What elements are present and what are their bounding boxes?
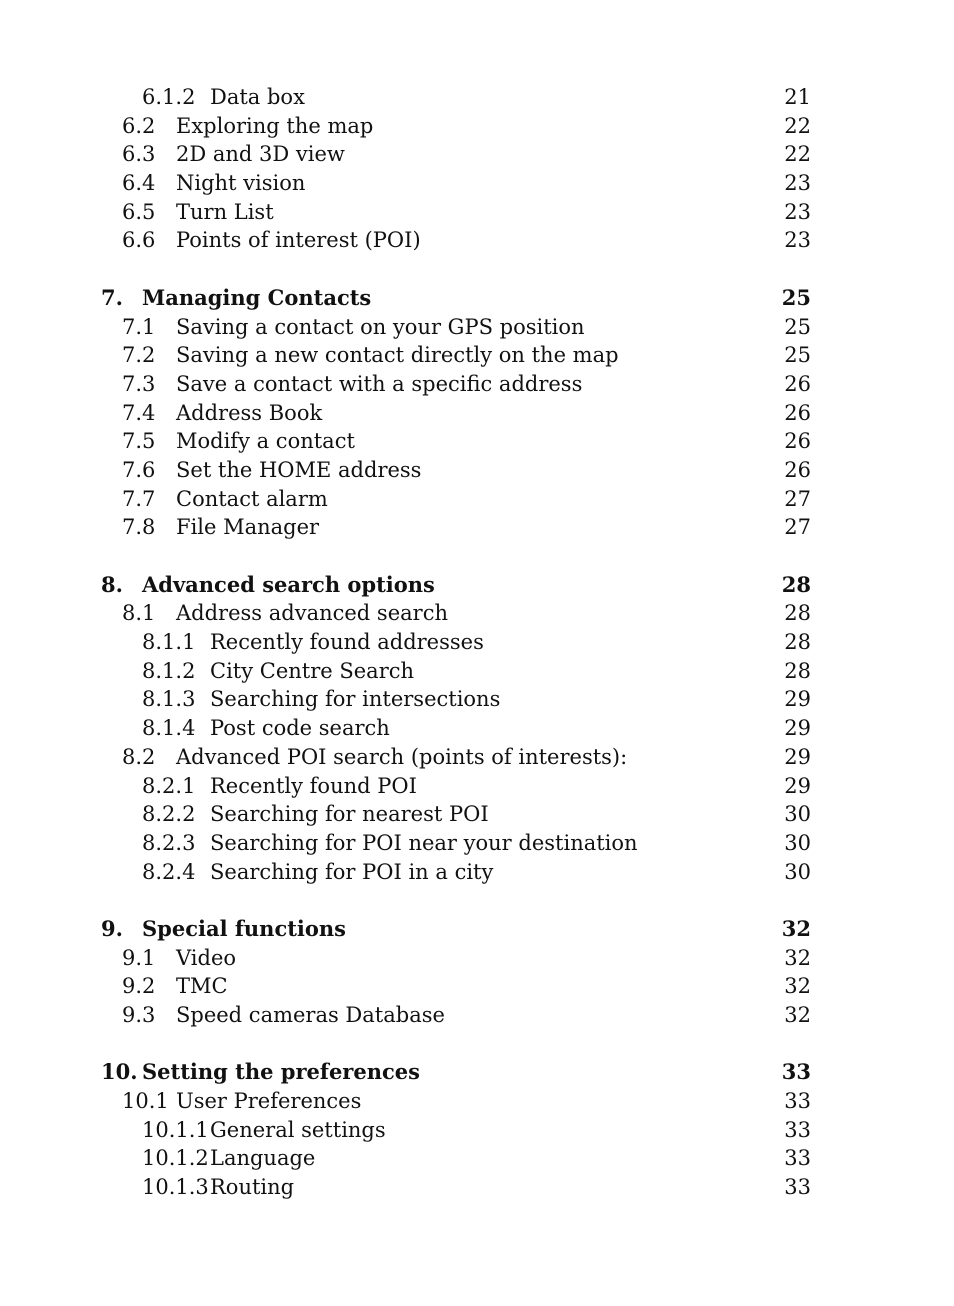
toc-entry[interactable] bbox=[0, 743, 954, 772]
toc-entry-number: 7.6 bbox=[122, 457, 156, 482]
toc-entry-number: 7. bbox=[101, 284, 123, 310]
toc-entry[interactable] bbox=[0, 944, 954, 973]
toc-entry-title: Saving a contact on your GPS position bbox=[176, 314, 585, 339]
toc-entry-title: City Centre Search bbox=[210, 658, 415, 683]
toc-entry[interactable] bbox=[0, 198, 954, 227]
toc-spacer bbox=[0, 1030, 954, 1059]
toc-entry-title: Advanced search options bbox=[142, 571, 435, 597]
toc-entry-page-number: 28 bbox=[784, 601, 811, 626]
toc-entry[interactable] bbox=[0, 685, 954, 714]
toc-entry-page-number: 22 bbox=[784, 142, 811, 167]
toc-entry-page-number: 23 bbox=[784, 171, 811, 196]
toc-entry-number: 10. bbox=[101, 1059, 138, 1085]
toc-entry-number: 9.1 bbox=[122, 945, 156, 970]
toc-entry-number: 6.5 bbox=[122, 199, 156, 224]
toc-entry[interactable] bbox=[0, 399, 954, 428]
toc-entry-number: 9.2 bbox=[122, 974, 156, 999]
toc-entry[interactable] bbox=[0, 1116, 954, 1145]
toc-entry-title: User Preferences bbox=[176, 1089, 362, 1114]
toc-entry[interactable] bbox=[0, 599, 954, 628]
toc-entry-number: 7.4 bbox=[122, 400, 156, 425]
toc-entry[interactable] bbox=[0, 456, 954, 485]
toc-entry[interactable] bbox=[0, 772, 954, 801]
toc-entry-page-number: 26 bbox=[784, 457, 811, 482]
toc-entry-page-number: 30 bbox=[784, 802, 811, 827]
toc-entry-page-number: 23 bbox=[784, 228, 811, 253]
toc-entry[interactable] bbox=[0, 370, 954, 399]
toc-entry-title: 2D and 3D view bbox=[176, 142, 345, 167]
toc-entry-number: 8.1.1 bbox=[142, 630, 196, 655]
toc-entry-page-number: 23 bbox=[784, 199, 811, 224]
toc-entry-page-number: 26 bbox=[784, 400, 811, 425]
toc-entry-page-number: 33 bbox=[781, 1059, 811, 1085]
toc-entry[interactable] bbox=[0, 714, 954, 743]
toc-entry[interactable] bbox=[0, 485, 954, 514]
toc-entry-title: Searching for POI in a city bbox=[210, 859, 494, 884]
toc-entry-number: 10.1.2 bbox=[142, 1146, 209, 1171]
toc-chapter-entry[interactable] bbox=[0, 1058, 954, 1087]
toc-entry-number: 8.2.3 bbox=[142, 830, 196, 855]
toc-entry-page-number: 29 bbox=[784, 687, 811, 712]
toc-entry-page-number: 32 bbox=[784, 1003, 811, 1027]
toc-entry-number: 8.1 bbox=[122, 601, 156, 626]
toc-entry-number: 6.3 bbox=[122, 142, 156, 167]
toc-entry-number: 8.2.2 bbox=[142, 802, 196, 827]
toc-entry[interactable] bbox=[0, 112, 954, 141]
toc-entry-page-number: 33 bbox=[784, 1175, 811, 1200]
toc-entry-title: Post code search bbox=[210, 716, 390, 741]
toc-entry-number: 6.4 bbox=[122, 171, 156, 196]
toc-entry-number: 10.1.1 bbox=[142, 1117, 209, 1142]
toc-entry[interactable] bbox=[0, 427, 954, 456]
toc-entry[interactable] bbox=[0, 169, 954, 198]
toc-entry-number: 6.6 bbox=[122, 228, 156, 253]
toc-entry-title: Searching for POI near your destination bbox=[210, 830, 638, 855]
toc-entry-page-number: 32 bbox=[781, 915, 811, 941]
toc-entry-page-number: 21 bbox=[784, 85, 811, 109]
toc-entry-page-number: 25 bbox=[784, 343, 811, 368]
toc-entry[interactable] bbox=[0, 657, 954, 686]
toc-entry-page-number: 33 bbox=[784, 1089, 811, 1114]
toc-entry-number: 9. bbox=[101, 915, 123, 941]
toc-entry-number: 8. bbox=[101, 571, 123, 597]
toc-entry-page-number: 27 bbox=[784, 515, 811, 540]
toc-entry-title: Turn List bbox=[176, 199, 274, 224]
toc-entry-page-number: 32 bbox=[784, 945, 811, 970]
toc-entry-number: 6.1.2 bbox=[142, 85, 196, 109]
toc-entry-title: Searching for intersections bbox=[210, 687, 501, 712]
toc-entry-title: Special functions bbox=[142, 915, 347, 941]
toc-entry-number: 7.2 bbox=[122, 343, 156, 368]
toc-entry-number: 8.2.4 bbox=[142, 859, 196, 884]
toc-entry-page-number: 29 bbox=[784, 744, 811, 769]
toc-spacer bbox=[0, 886, 954, 915]
toc-entry[interactable] bbox=[0, 1087, 954, 1116]
toc-entry-number: 7.8 bbox=[122, 515, 156, 540]
toc-entry[interactable] bbox=[0, 1001, 954, 1030]
toc-spacer bbox=[0, 255, 954, 284]
toc-entry-number: 8.2.1 bbox=[142, 773, 196, 798]
toc-entry-title: Points of interest (POI) bbox=[176, 228, 421, 253]
toc-entry-number: 10.1.3 bbox=[142, 1175, 209, 1200]
toc-chapter-entry[interactable] bbox=[0, 915, 954, 944]
toc-entry[interactable] bbox=[0, 226, 954, 255]
toc-entry[interactable] bbox=[0, 140, 954, 169]
toc-entry[interactable] bbox=[0, 858, 954, 887]
toc-entry-title: Data box bbox=[210, 85, 305, 109]
toc-entry-title: Save a contact with a specific address bbox=[176, 371, 583, 396]
toc-entry-number: 8.1.3 bbox=[142, 687, 196, 712]
toc-entry[interactable] bbox=[0, 1173, 954, 1202]
toc-entry-title: Night vision bbox=[176, 171, 306, 196]
toc-entry-number: 8.2 bbox=[122, 744, 156, 769]
toc-entry-title: Recently found POI bbox=[210, 773, 417, 798]
toc-entry-page-number: 28 bbox=[784, 630, 811, 655]
toc-chapter-entry[interactable] bbox=[0, 571, 954, 600]
toc-entry-page-number: 27 bbox=[784, 486, 811, 511]
toc-entry-title: Language bbox=[210, 1146, 316, 1171]
toc-entry-page-number: 28 bbox=[781, 571, 811, 597]
toc-entry-page-number: 26 bbox=[784, 371, 811, 396]
toc-entry-number: 9.3 bbox=[122, 1003, 156, 1027]
toc-entry[interactable] bbox=[0, 513, 954, 542]
toc-entry-title: Contact alarm bbox=[176, 486, 328, 511]
toc-entry-title: Video bbox=[176, 945, 237, 970]
toc-entry-title: Exploring the map bbox=[176, 113, 374, 138]
toc-entry-title: Setting the preferences bbox=[142, 1059, 420, 1085]
toc-entry-page-number: 28 bbox=[784, 658, 811, 683]
toc-entry-title: Speed cameras Database bbox=[176, 1003, 445, 1027]
toc-entry-title: File Manager bbox=[176, 515, 320, 540]
toc-entry-page-number: 29 bbox=[784, 716, 811, 741]
toc-entry-title: Managing Contacts bbox=[142, 284, 372, 310]
toc-entry-page-number: 26 bbox=[784, 429, 811, 454]
toc-entry-page-number: 29 bbox=[784, 773, 811, 798]
toc-entry-title: Address Book bbox=[176, 400, 323, 425]
toc-entry-page-number: 25 bbox=[781, 284, 811, 310]
toc-entry-page-number: 30 bbox=[784, 830, 811, 855]
toc-entry-number: 7.5 bbox=[122, 429, 156, 454]
toc-entry[interactable] bbox=[0, 313, 954, 342]
toc-entry-number: 8.1.2 bbox=[142, 658, 196, 683]
toc-spacer bbox=[0, 542, 954, 571]
toc-entry-number: 7.7 bbox=[122, 486, 156, 511]
toc-entry-number: 8.1.4 bbox=[142, 716, 196, 741]
toc-entry[interactable] bbox=[0, 341, 954, 370]
toc-chapter-entry[interactable] bbox=[0, 284, 954, 313]
toc-entry-title: Set the HOME address bbox=[176, 457, 422, 482]
toc-entry-page-number: 33 bbox=[784, 1117, 811, 1142]
toc-entry[interactable] bbox=[0, 83, 954, 112]
toc-entry-number: 6.2 bbox=[122, 113, 156, 138]
toc-entry-page-number: 32 bbox=[784, 974, 811, 999]
toc-entry-number: 7.3 bbox=[122, 371, 156, 396]
toc-entry-page-number: 25 bbox=[784, 314, 811, 339]
toc-entry-title: Searching for nearest POI bbox=[210, 802, 489, 827]
toc-entry[interactable] bbox=[0, 628, 954, 657]
toc-entry-title: Saving a new contact directly on the map bbox=[176, 343, 619, 368]
table-of-contents bbox=[0, 83, 954, 1202]
toc-entry-title: Recently found addresses bbox=[210, 630, 484, 655]
toc-entry-number: 10.1 bbox=[122, 1089, 169, 1114]
toc-entry-title: General settings bbox=[210, 1117, 386, 1142]
toc-entry-title: Modify a contact bbox=[176, 429, 355, 454]
toc-entry-number: 7.1 bbox=[122, 314, 156, 339]
toc-entry-title: TMC bbox=[176, 974, 228, 999]
toc-entry[interactable] bbox=[0, 1144, 954, 1173]
toc-entry[interactable] bbox=[0, 972, 954, 1001]
toc-entry-page-number: 33 bbox=[784, 1146, 811, 1171]
toc-entry-page-number: 22 bbox=[784, 113, 811, 138]
toc-entry-page-number: 30 bbox=[784, 859, 811, 884]
toc-entry[interactable] bbox=[0, 800, 954, 829]
toc-entry-title: Routing bbox=[210, 1175, 295, 1200]
toc-entry-title: Advanced POI search (points of interests): bbox=[176, 744, 628, 769]
toc-entry-title: Address advanced search bbox=[176, 601, 448, 626]
toc-entry[interactable] bbox=[0, 829, 954, 858]
